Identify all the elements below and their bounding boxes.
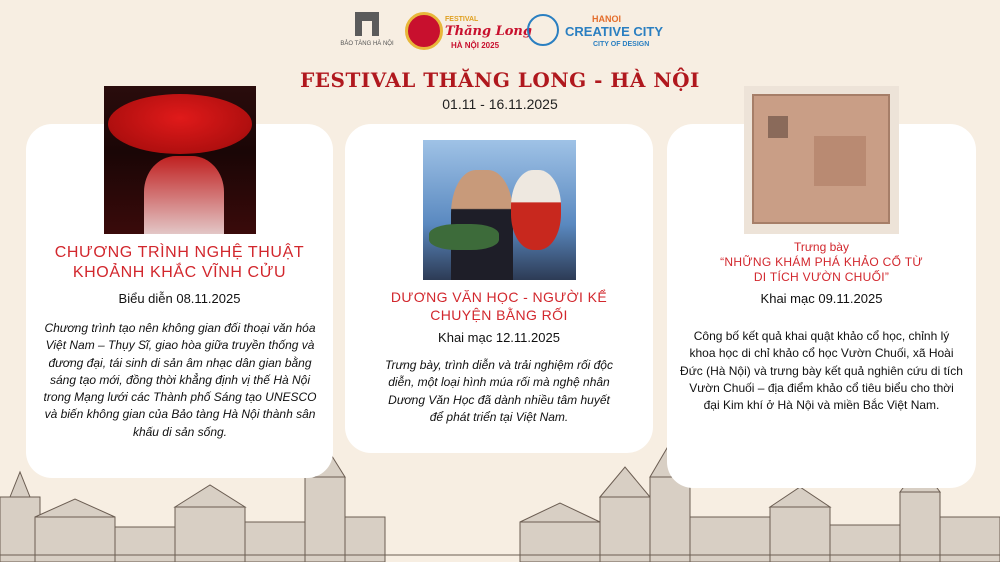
card-1-heading [26, 243, 333, 283]
card-3-heading-line1: “NHỮNG KHÁM PHÁ KHẢO CỔ TỪ [720, 255, 923, 269]
creative-logo-hanoi: HANOI [592, 14, 621, 24]
festival-seal-icon [405, 12, 443, 50]
festival-logo [405, 10, 532, 58]
performance-photo [104, 86, 256, 234]
logo-bar [0, 10, 1000, 58]
hanoi-emblem-icon [527, 14, 559, 46]
card-2-heading [345, 289, 653, 324]
card-2-description: Trưng bày, trình diễn và trải nghiệm rối độc diễn, một loại hình múa rối mà nghệ nhân Dương Văn Học đã dành nhiều tâm huyết để phát triển tại Việt Nam. [385, 358, 613, 424]
archaeology-photo [744, 86, 899, 234]
card-3-description: Công bố kết quả khai quật khảo cổ học, chỉnh lý khoa học di chỉ khảo cổ học Vườn Chuối, xã Hoài Đức (Hà Nội) và trưng bày kết quả nghiên cứu di tích Vườn Chuối – địa điểm khảo cổ tiêu biểu cho thời đại Kim khí ở Hà Nội và miền Bắc Việt Nam. [680, 329, 963, 413]
card-1-date: Biểu diễn 08.11.2025 [118, 291, 241, 306]
card-1-description: Chương trình tạo nên không gian đối thoại văn hóa Việt Nam – Thụy Sĩ, giao hòa giữa truyền thống và đương đại, tái sinh di sản âm nhạc dân gian bằng sáng tạo mới, đồng thời khẳng định vị thế Hà Nội trong Mạng lưới các Thành phố Sáng tạo UNESCO và biến không gian của Bảo tàng Hà Nội thành sân khấu di sản sống. [43, 321, 317, 439]
card-2-date: Khai mạc 12.11.2025 [438, 330, 560, 345]
card-3-kicker: Trưng bày [794, 240, 849, 254]
card-2-heading-line2: CHUYỆN BẰNG RỐI [430, 306, 568, 323]
card-3-date: Khai mạc 09.11.2025 [760, 291, 883, 306]
festival-logo-line2: Thăng Long [445, 24, 532, 39]
creative-city-logo [527, 14, 667, 54]
creative-logo-design: CITY OF DESIGN [593, 41, 650, 48]
card-1-heading-line1: CHƯƠNG TRÌNH NGHỆ THUẬT [54, 244, 305, 261]
museum-logo-icon [355, 12, 379, 36]
festival-dates: 01.11 - 16.11.2025 [442, 96, 558, 112]
creative-logo-text: CREATIVE CITY [565, 24, 663, 39]
card-3-heading [667, 255, 976, 285]
festival-logo-line3: HÀ NỘI 2025 [451, 41, 500, 50]
puppeteer-photo [423, 140, 576, 280]
page-title: FESTIVAL THĂNG LONG - HÀ NỘI [300, 68, 700, 92]
card-3-heading-line2: DI TÍCH VƯỜN CHUỐI” [753, 270, 890, 284]
museum-logo-text: BẢO TÀNG HÀ NỘI [340, 41, 394, 47]
card-1-heading-line2: KHOẢNH KHẮC VĨNH CỬU [72, 264, 287, 281]
museum-logo [334, 12, 400, 47]
festival-logo-line1: FESTIVAL [445, 16, 479, 23]
card-2-heading-line1: DƯƠNG VĂN HỌC - NGƯỜI KỂ [390, 289, 608, 305]
